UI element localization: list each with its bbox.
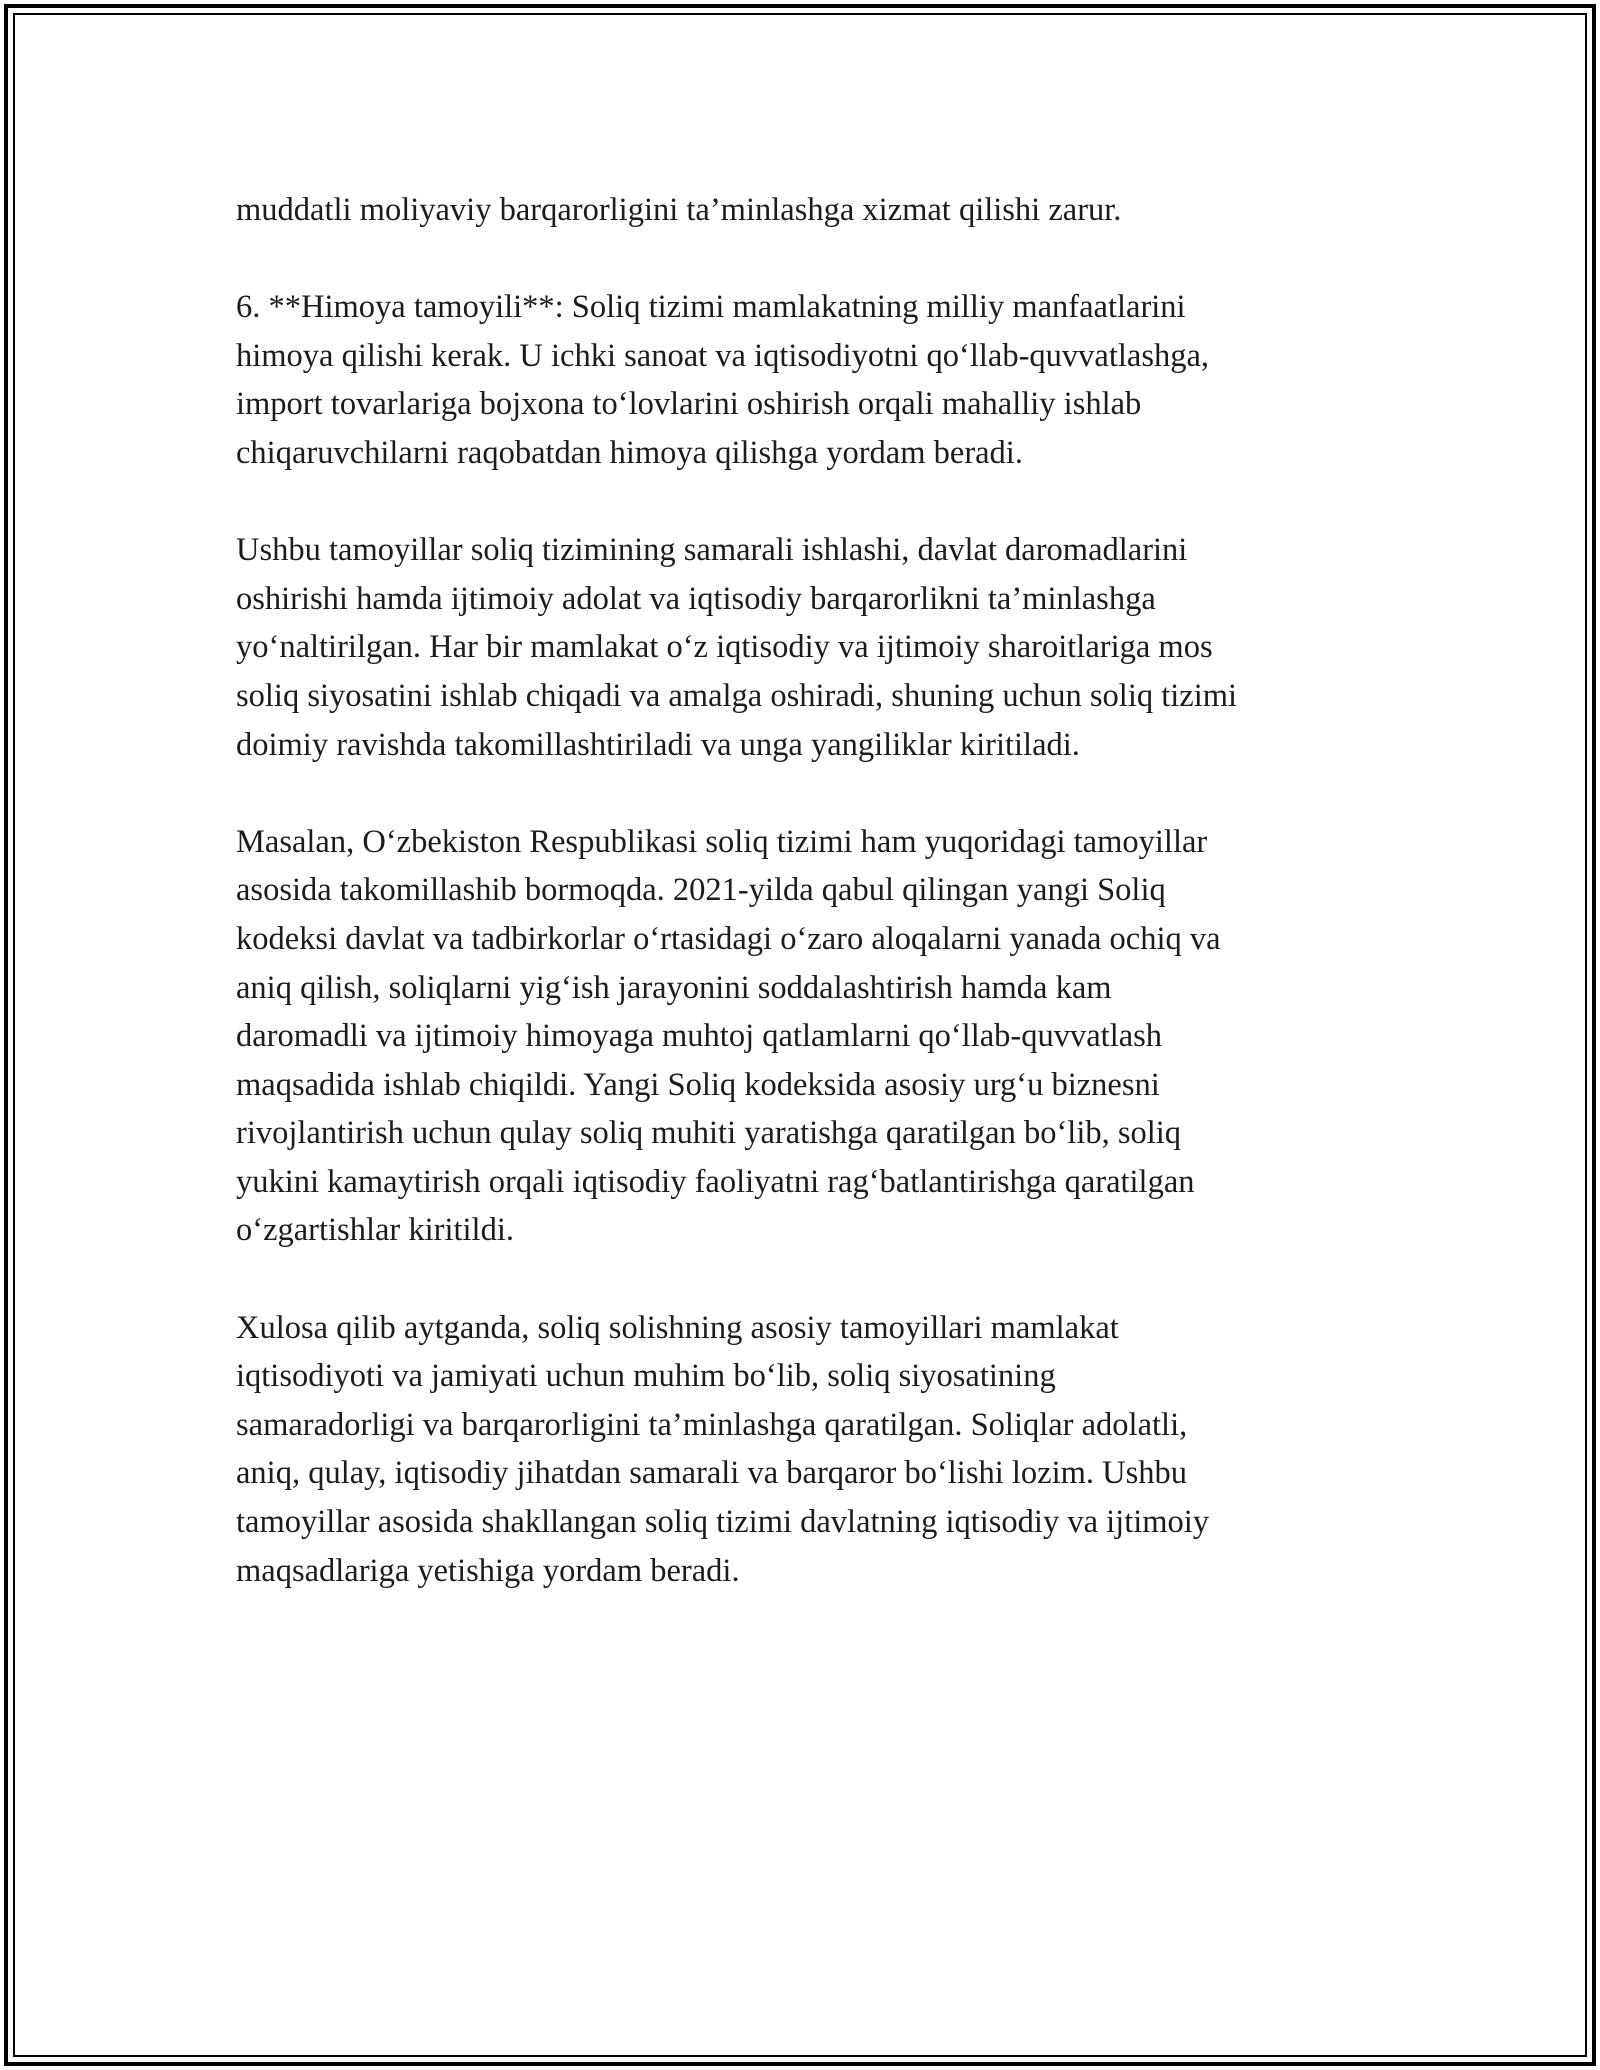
paragraph-principles-summary: Ushbu tamoyillar soliq tizimining samarali ishlashi, davlat daromadlarini oshirishi hamda ijtimoiy adolat va iqtisodiy barqarorlikni ta’minlashga yo‘naltirilgan. Har bir mamlakat o‘z iqtisodiy va ijtimoiy sharoitlariga mos soliq siyosatini ishlab chiqadi va amalga oshiradi, shuning uchun soliq tizimi doimiy ravishda takomillashtiriladi va unga yangiliklar kiritiladi. <box>236 532 1238 763</box>
document-body <box>236 186 1386 1644</box>
paragraph-conclusion: Xulosa qilib aytganda, soliq solishning asosiy tamoyillari mamlakat iqtisodiyoti va jamiyati uchun muhim bo‘lib, soliq siyosatining samaradorligi va barqarorligini ta’minlashga qaratilgan. Soliqlar adolatli, aniq, qulay, iqtisodiy jihatdan samarali va barqaror bo‘lishi lozim. Ushbu tamoyillar asosida shakllangan soliq tizimi davlatning iqtisodiy va ijtimoiy maqsadlariga yetishiga yordam beradi. <box>236 1309 1210 1589</box>
paragraph-uzbekistan-example: Masalan, O‘zbekiston Respublikasi soliq tizimi ham yuqoridagi tamoyillar asosida takomillashib bormoqda. 2021-yilda qabul qilingan yangi Soliq kodeksi davlat va tadbirkorlar o‘rtasidagi o‘zaro aloqalarni yanada ochiq va aniq qilish, soliqlarni yig‘ish jarayonini soddalashtirish hamda kam daromadli va ijtimoiy himoyaga muhtoj qatlamlarni qo‘llab-quvvatlash maqsadida ishlab chiqildi. Yangi Soliq kodeksida asosiy urg‘u biznesni rivojlantirish uchun qulay soliq muhiti yaratishga qaratilgan bo‘lib, soliq yukini kamaytirish orqali iqtisodiy faoliyatni rag‘batlantirishga qaratilgan o‘zgartishlar kiritildi. <box>236 823 1221 1249</box>
paragraph-continuation: muddatli moliyaviy barqarorligini ta’minlashga xizmat qilishi zarur. <box>236 192 1122 228</box>
paragraph-protection-principle: 6. **Himoya tamoyili**: Soliq tizimi mamlakatning milliy manfaatlarini himoya qilishi kerak. U ichki sanoat va iqtisodiyotni qo‘llab-quvvatlashga, import tovarlariga bojxona to‘lovlarini oshirish orqali mahalliy ishlab chiqaruvchilarni raqobatdan himoya qilishga yordam beradi. <box>236 289 1210 471</box>
